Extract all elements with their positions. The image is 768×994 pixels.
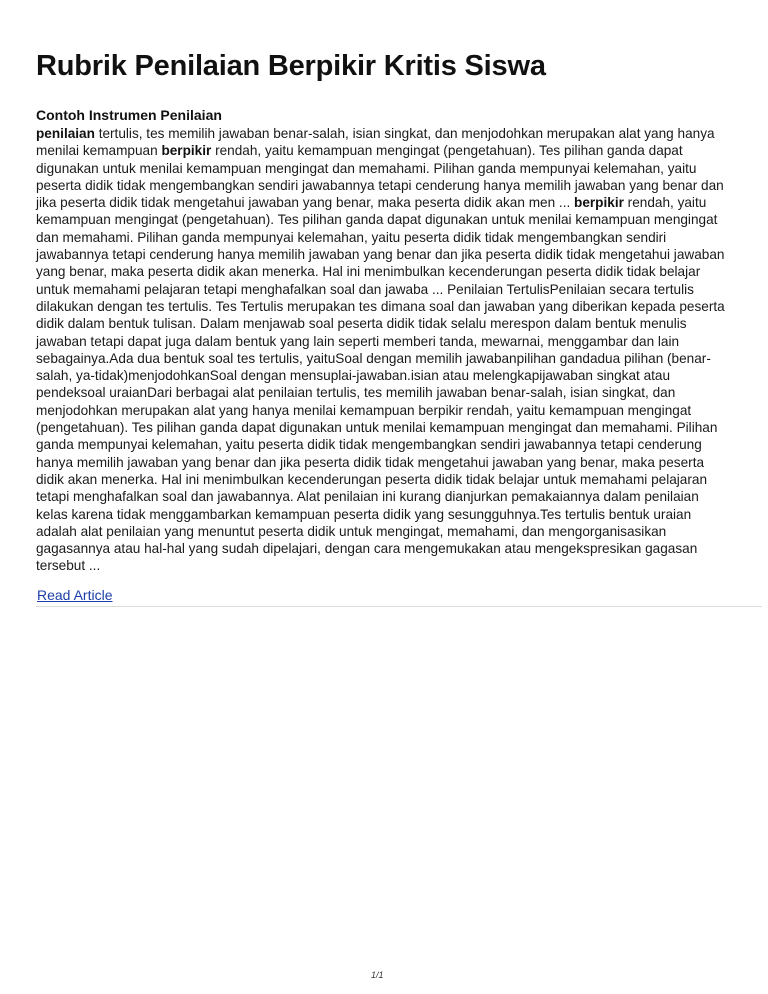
body-text-3: rendah, yaitu kemampuan mengingat (pengetahuan). Tes pilihan ganda dapat digunakan untuk menilai kemampuan mengingat dan memahami. Pilihan ganda mempunyai kelemahan, yaitu peserta didik tidak mengembangkan sendiri jawabannya tetapi cenderung hanya memilih jawaban yang benar dan jika peserta didik tidak mengetahui jawaban yang benar, maka peserta didik akan men ... [36,143,724,211]
keyword-berpikir-2: berpikir [574,195,624,211]
keyword-berpikir: berpikir [161,143,212,159]
keyword-penilaian: penilaian [36,126,95,141]
article-body [36,125,730,575]
page-number: 1/1 [371,970,384,980]
read-article-link[interactable]: Read Article [37,587,113,603]
section-heading: Contoh Instrumen Penilaian [36,107,222,123]
body-text-4: rendah, yaitu kemampuan mengingat (pengetahuan). Tes pilihan ganda dapat digunakan untuk menilai kemampuan mengingat dan memahami. Pilihan ganda mempunyai kelemahan, yaitu peserta didik tidak mengembangkan sendiri jawabannya tetapi cenderung hanya memilih jawaban yang benar dan jika peserta didik tidak mengetahui jawaban yang benar, maka peserta didik akan menerka. Hal ini menimbulkan kecenderungan peserta didik tidak belajar untuk memahami pelajaran tetapi menghafalkan soal dan jawaba ... Penilaian TertulisPenilaian secara tertulis dilakukan dengan tes tertulis. Tes Tertulis merupakan tes dimana soal dan jawaban yang diberikan kepada peserta didik dalam bentuk tulisan. Dalam menjawab soal peserta didik tidak selalu merespon dalam bentuk menulis jawaban tetapi dapat juga dalam bentuk yang lain seperti memberi tanda, mewarnai, menggambar dan lain sebagainya.Ada dua bentuk soal tes tertulis, yaituSoal dengan memilih jawabanpilihan gandadua pilihan (benar-salah, ya-tidak)menjodohkanSoal dengan mensuplai-jawaban.isian atau melengkapijawaban singkat atau pendeksoal uraianDari berbagai alat penilaian tertulis, tes memilih jawaban benar-salah, isian singkat, dan menjodohkan merupakan alat yang hanya menilai kemampuan berpikir rendah, yaitu kemampuan mengingat (pengetahuan). Tes pilihan ganda dapat digunakan untuk menilai kemampuan mengingat dan memahami. Pilihan ganda mempunyai kelemahan, yaitu peserta didik tidak mengembangkan sendiri jawabannya tetapi cenderung hanya memilih jawaban yang benar dan jika peserta didik tidak mengetahui jawaban yang benar, maka peserta didik akan menerka. Hal ini menimbulkan kecenderungan peserta didik tidak belajar untuk memahami pelajaran tetapi menghafalkan soal dan jawabannya. Alat penilaian ini kurang dianjurkan pemakaiannya dalam penilaian kelas karena tidak menggambarkan kemampuan peserta didik yang sesungguhnya.Tes tertulis bentuk uraian adalah alat penilaian yang menuntut peserta didik untuk mengingat, memahami, dan mengorganisasikan gagasannya atau hal-hal yang sudah dipelajari, dengan cara mengemukakan atau mengekspresikan gagasan tersebut ... [36,195,725,574]
divider [36,606,762,607]
body-text-2: tertulis, tes memilih jawaban benar-salah, isian singkat, dan menjodohkan merupakan alat yang hanya menilai kemampuan [36,126,715,159]
page-title: Rubrik Penilaian Berpikir Kritis Siswa [36,50,546,82]
